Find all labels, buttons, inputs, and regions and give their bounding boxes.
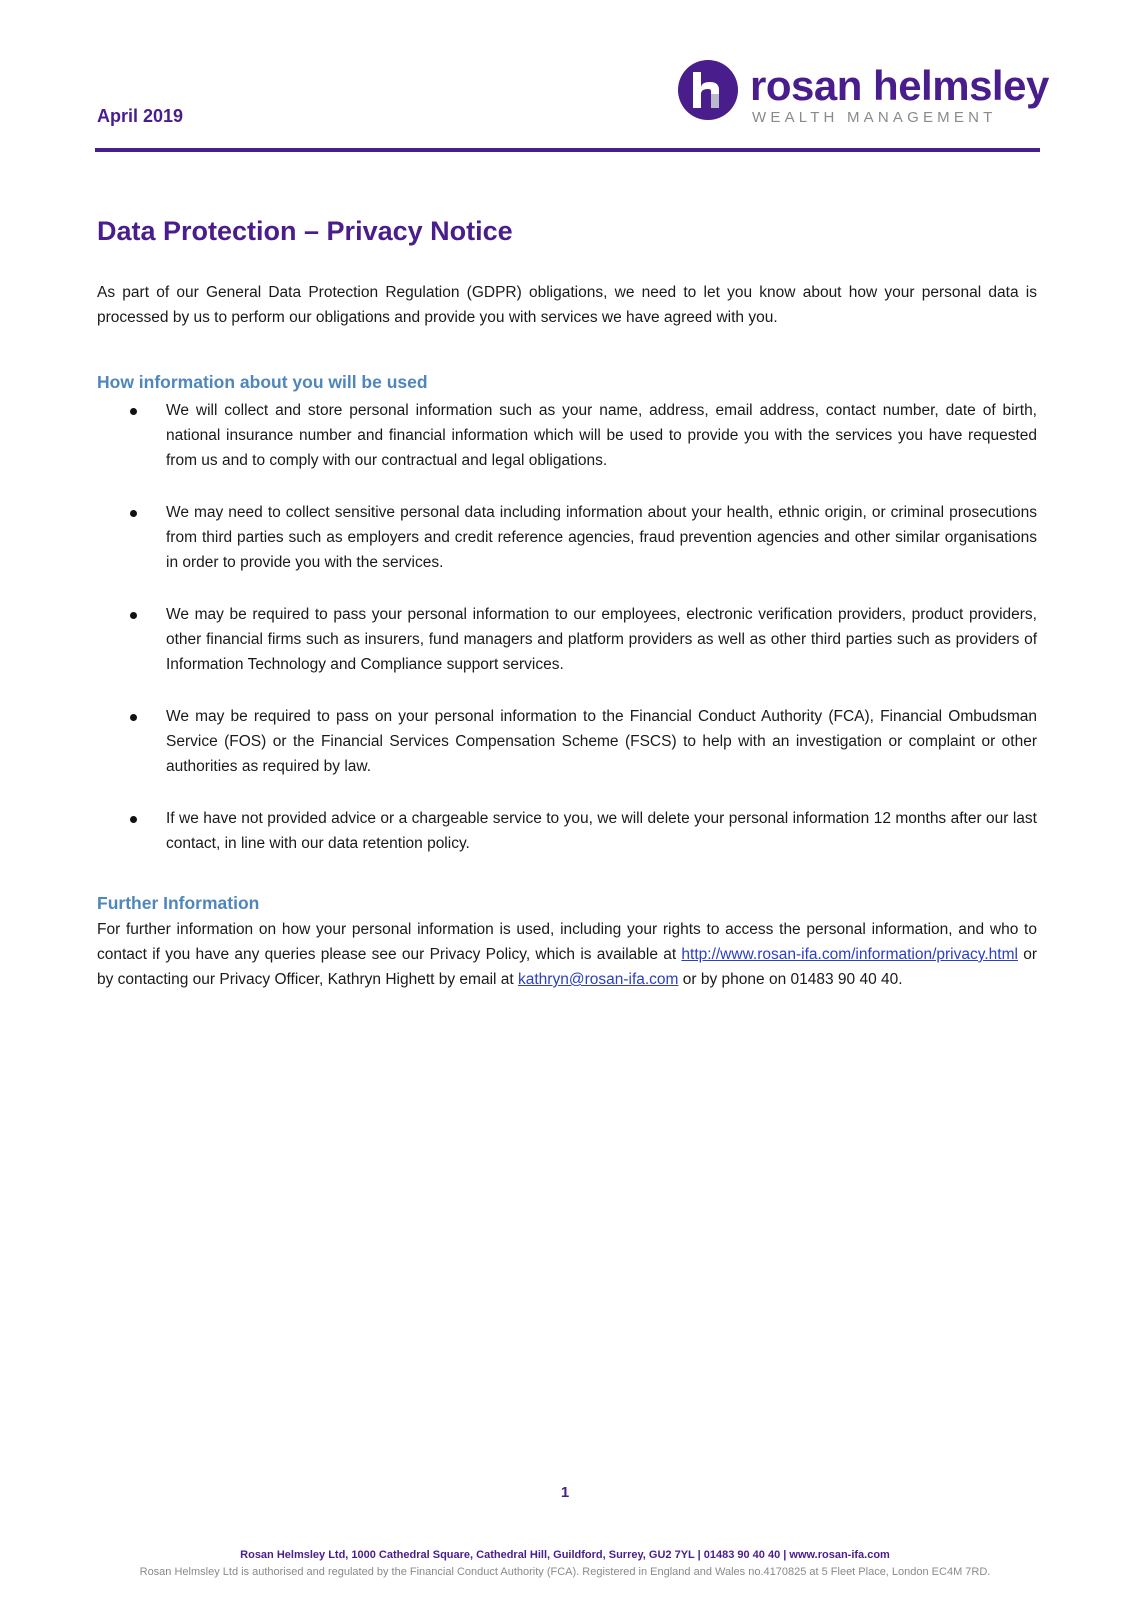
list-item-text: We may be required to pass your personal information to our employees, electronic verification providers, product providers, other financial firms such as insurers, fund managers and platform providers as well as other third parties such as providers of Information Technology and Compliance support services.: [166, 606, 1037, 673]
section-heading-further-information: Further Information: [97, 893, 260, 913]
page-title: Data Protection – Privacy Notice: [97, 216, 513, 246]
usage-bullet-list: [97, 398, 1037, 856]
list-item-text: We may be required to pass on your personal information to the Financial Conduct Authority (FCA), Financial Ombudsman Service (FOS) or the Financial Services Compensation Scheme (FSCS) to help with an investigation or complaint or other authorities as required by law.: [166, 708, 1037, 775]
further-information-paragraph: [97, 917, 1037, 992]
further-text-part-1: For further information on how your personal information is used, including your rights to access the personal information, and who to contact if you have any queries please see our Privacy Policy, which is available at: [97, 921, 1037, 963]
bullet-icon: [130, 408, 137, 415]
list-item-text: We will collect and store personal information such as your name, address, email address, contact number, date of birth, national insurance number and financial information which will be used to provide you with the services you have requested from us and to comply with our contractual and legal obligations.: [166, 402, 1037, 469]
bullet-icon: [130, 714, 137, 721]
document-date: April 2019: [97, 106, 184, 126]
list-item: [97, 500, 1037, 575]
footer-address: Rosan Helmsley Ltd, 1000 Cathedral Square, Cathedral Hill, Guildford, Surrey, GU2 7YL | 01483 90 40 40 | www.rosan-ifa.com: [240, 1549, 890, 1561]
further-text-part-2: or by contacting our Privacy Officer, Kathryn Highett by email at: [97, 946, 1037, 988]
list-item: [97, 398, 1037, 473]
list-item: [97, 602, 1037, 677]
privacy-policy-link[interactable]: http://www.rosan-ifa.com/information/privacy.html: [681, 946, 1018, 963]
page-number: 1: [560, 1484, 570, 1501]
list-item-text: We may need to collect sensitive personal data including information about your health, ethnic origin, or criminal prosecutions from third parties such as employers and credit reference agencies, fraud prevention agencies and other similar organisations in order to provide you with the services.: [166, 504, 1037, 571]
list-item: [97, 704, 1037, 779]
logo-wordmark: rosan helmsley: [750, 62, 1049, 109]
company-logo: [678, 60, 1049, 130]
bullet-icon: [130, 816, 137, 823]
list-item-text: If we have not provided advice or a chargeable service to you, we will delete your personal information 12 months after our last contact, in line with our data retention policy.: [166, 810, 1037, 852]
section-heading-usage: How information about you will be used: [97, 372, 428, 392]
intro-paragraph: As part of our General Data Protection Regulation (GDPR) obligations, we need to let you know about how your personal data is processed by us to perform our obligations and provide you with services we have agreed with you.: [97, 284, 1037, 326]
privacy-officer-email-link[interactable]: kathryn@rosan-ifa.com: [518, 971, 679, 988]
further-text-part-3: or by phone on 01483 90 40 40.: [678, 971, 903, 988]
logo-tagline: WEALTH MANAGEMENT: [752, 109, 997, 126]
footer-regulatory-notice: Rosan Helmsley Ltd is authorised and regulated by the Financial Conduct Authority (FCA). Registered in England and Wales no.4170825 at 5 Fleet Place, London EC4M 7RD.: [139, 1566, 991, 1578]
bullet-icon: [130, 612, 137, 619]
list-item: [97, 806, 1037, 856]
document-body: [97, 280, 1037, 992]
header-divider: [95, 148, 1040, 152]
logo-h-icon: [678, 60, 738, 120]
bullet-icon: [130, 510, 137, 517]
